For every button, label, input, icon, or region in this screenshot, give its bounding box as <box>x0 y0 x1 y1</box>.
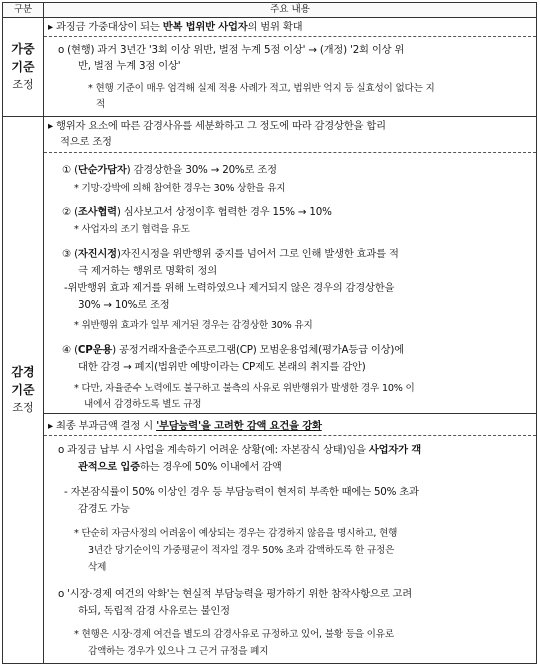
section-divider <box>44 413 536 414</box>
note-line: 감액하는 경우가 있으나 그 근거 규정을 폐지 <box>88 646 269 657</box>
document-table-wrapper <box>2 2 536 664</box>
category-word: 조정 <box>12 78 34 91</box>
header-contents: 주요 내용 <box>44 3 537 18</box>
category-aggravation <box>3 18 44 117</box>
item-line: 하되, 독립적 감경 사유로는 불인정 <box>78 605 230 617</box>
category-word: 가중 <box>11 42 35 56</box>
note-line: * 다만, 자율준수 노력에도 불구하고 불측의 사유로 위반행위가 발생한 경우 10% 이 <box>74 383 415 394</box>
note-line: 삭제 <box>88 562 107 573</box>
dashed-divider <box>44 152 536 153</box>
item-line: 감경도 가능 <box>78 503 130 515</box>
headline: ▸ 행위자 요소에 따른 감경사유를 세분화하고 그 정도에 따라 감경상한을 합리 <box>48 120 386 132</box>
content-reduction <box>44 117 537 664</box>
note-line: * 사업자의 조기 협력을 유도 <box>74 224 190 235</box>
note-line: 내에서 감경하도록 별도 규정 <box>84 399 202 410</box>
header-row <box>3 3 537 18</box>
category-word: 감경 <box>11 365 35 379</box>
category-word: 조정 <box>12 401 34 414</box>
headline: ▸ 최종 부과금액 결정 시 '부담능력'을 고려한 감액 요건을 강화 <box>48 420 322 432</box>
item-line: o '시장·경제 여건의 악화'는 현실적 부담능력을 평가하기 위한 참작사항으로 고려 <box>58 588 412 600</box>
policy-table <box>2 2 537 664</box>
item-line: 대한 감경 → 폐지(법위반 예방이라는 CP제도 본래의 취지를 감안) <box>78 361 366 373</box>
note-line: 3년간 당기순이익 가중평균이 적자일 경우 50% 초과 감액하도록 한 규정은 <box>88 545 395 556</box>
headline: ▸ 과징금 가중대상이 되는 반복 법위반 사업자의 범위 확대 <box>48 21 303 33</box>
item-line: ③ (자진시정)자진시정을 위반행위 중지를 넘어서 그로 인해 발생한 효과를 적 <box>62 248 399 260</box>
item-line: 30% → 10%로 조정 <box>78 299 170 311</box>
row-reduction <box>3 117 537 664</box>
category-reduction <box>3 117 44 664</box>
item-line: - 자본잠식률이 50% 이상인 경우 등 부담능력이 현저히 부족한 때에는 50% 초과 <box>64 486 419 498</box>
dashed-divider <box>44 435 536 436</box>
dashed-divider <box>44 36 536 37</box>
category-word: 기준 <box>11 383 35 397</box>
note-line: * 기망·강박에 의해 참여한 경우는 30% 상한을 유지 <box>74 183 286 194</box>
header-category: 구분 <box>3 3 44 18</box>
note-line: 적 <box>96 99 106 110</box>
note-line: * 현행은 시장·경제 여건을 별도의 감경사유로 규정하고 있어, 불황 등을 이유로 <box>74 629 394 640</box>
item-line: -위반행위 효과 제거를 위해 노력하였으나 제거되지 않은 경우의 감경상한을 <box>64 282 395 294</box>
note-line: * 위반행위 효과가 일부 제거된 경우는 감경상한 30% 유지 <box>74 320 313 331</box>
item-line: 극 제거하는 행위로 명확히 정의 <box>78 265 217 277</box>
text-line: 반, 벌점 누계 3점 이상' <box>78 60 181 72</box>
category-word: 기준 <box>11 60 35 74</box>
note-line: * 단순히 자금사정의 어려움이 예상되는 경우는 감경하지 않음을 명시하고, 현행 <box>74 528 398 539</box>
note-line: * 현행 기준이 매우 엄격해 실제 적용 사례가 적고, 법위반 억지 등 실효성이 없다는 지 <box>88 83 435 94</box>
content-aggravation <box>44 18 537 117</box>
item-line: ④ (CP운용) 공정거래자율준수프로그램(CP) 모범운용업체(평가A등급 이상)에 <box>62 344 404 356</box>
text-line: o (현행) 과거 3년간 '3회 이상 위반, 벌점 누계 5점 이상' → (개정) '2회 이상 위 <box>58 44 405 56</box>
row-aggravation <box>3 18 537 117</box>
item-line: ① (단순가담자) 감경상한을 30% → 20%로 조정 <box>62 164 277 176</box>
item-line: ② (조사협력) 심사보고서 상정이후 협력한 경우 15% → 10% <box>62 206 332 218</box>
item-line: o 과징금 납부 시 사업을 계속하기 어려운 상황(예: 자본잠식 상태)임을 사업자가 객 <box>58 444 422 456</box>
headline: 적으로 조정 <box>60 136 112 148</box>
item-line: 관적으로 입증하는 경우에 50% 이내에서 감액 <box>78 461 282 473</box>
